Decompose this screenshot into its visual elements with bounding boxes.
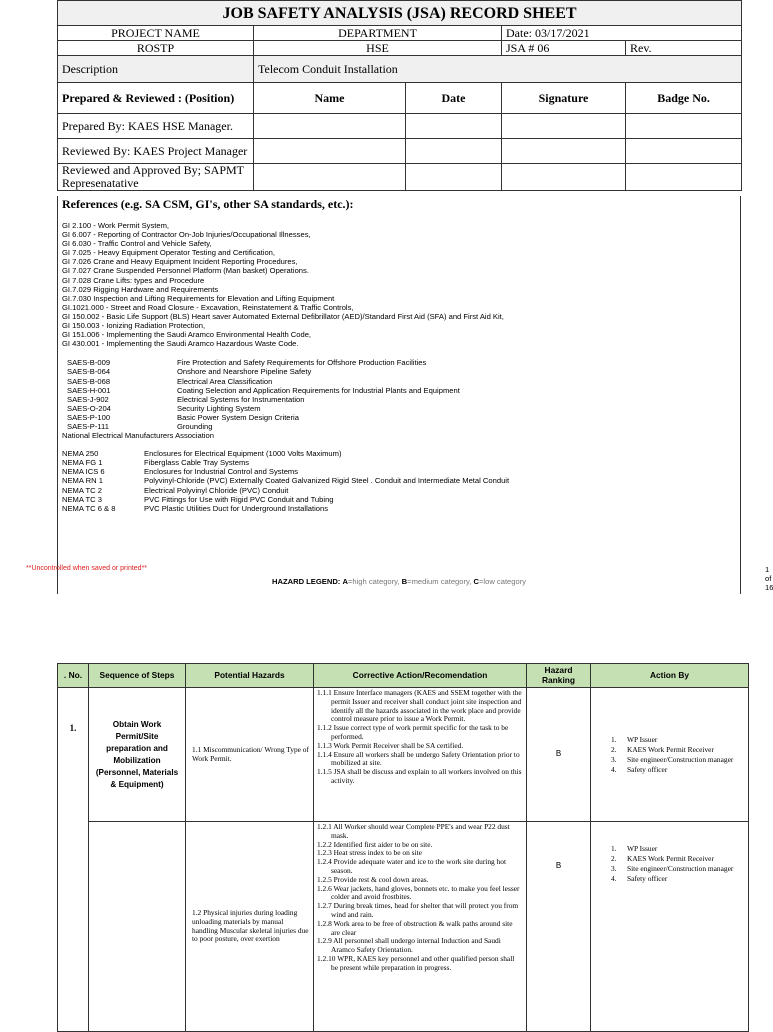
saes-reference bbox=[62, 404, 736, 413]
gi-reference: GI.1021.000 - Street and Road Closure - Excavation, Reinstatement & Traffic Controls, bbox=[62, 302, 354, 312]
action-by-text: WP Issuer bbox=[627, 734, 658, 744]
col-badge: Badge No. bbox=[626, 83, 742, 114]
nema-reference bbox=[62, 495, 736, 504]
nema-description: Enclosures for Industrial Control and Systems bbox=[144, 467, 299, 477]
col-ranking: Hazard Ranking bbox=[527, 664, 591, 688]
saes-description: Electrical Systems for Instrumentation bbox=[177, 394, 305, 404]
document-title: JOB SAFETY ANALYSIS (JSA) RECORD SHEET bbox=[58, 1, 742, 26]
saes-description: Coating Selection and Application Requirements for Industrial Plants and Equipment bbox=[177, 385, 460, 395]
date-field: Date: 03/17/2021 bbox=[502, 26, 742, 41]
saes-reference bbox=[62, 377, 736, 386]
saes-reference bbox=[62, 367, 736, 376]
col-name: Name bbox=[254, 83, 406, 114]
saes-code: SAES-P-100 bbox=[67, 412, 111, 422]
list-number: 4. bbox=[611, 874, 617, 883]
nema-description: Enclosures for Electrical Equipment (1000 Volts Maximum) bbox=[144, 449, 342, 459]
table-row bbox=[58, 822, 749, 1032]
corrective-action: 1.1.3 Work Permit Receiver shall be SA certified. bbox=[317, 740, 464, 750]
nema-reference bbox=[62, 504, 736, 513]
col-action-by: Action By bbox=[591, 664, 749, 688]
nema-description: Fiberglass Cable Tray Systems bbox=[144, 458, 250, 468]
saes-description: Electrical Area Classification bbox=[177, 376, 273, 386]
col-sequence: Sequence of Steps bbox=[89, 664, 186, 688]
col-corrective: Corrective Action/Recomendation bbox=[314, 664, 527, 688]
nema-reference bbox=[62, 476, 736, 485]
action-by-item bbox=[601, 755, 745, 765]
saes-code: SAES-O-204 bbox=[67, 403, 111, 413]
action-by-text: Safety officer bbox=[627, 874, 668, 883]
action-by-text: Safety officer bbox=[627, 764, 668, 774]
gi-reference: GI 7.025 - Heavy Equipment Operator Testing and Certification, bbox=[62, 248, 276, 258]
jsa-number: JSA # 06 bbox=[502, 41, 626, 56]
saes-list bbox=[62, 358, 736, 431]
nema-reference bbox=[62, 449, 736, 458]
action-by-text: Site engineer/Construction manager bbox=[627, 864, 734, 873]
col-signature: Signature bbox=[502, 83, 626, 114]
gi-reference: GI 7.026 Crane and Heavy Equipment Incident Reporting Procedures, bbox=[62, 257, 298, 267]
ranking-1-2: B bbox=[527, 822, 591, 1032]
corrective-action: 1.2.8 Work area to be free of obstruction & walk paths around site are clear bbox=[317, 918, 513, 937]
corrective-action: 1.2.7 During break times, head for shelter that will protect you from wind and rain. bbox=[317, 901, 519, 919]
action-by-item bbox=[601, 844, 745, 854]
gi-reference: GI 6.007 - Reporting of Contractor On-Job Injuries/Occupational Illnesses, bbox=[62, 230, 311, 240]
saes-code: SAES-B-068 bbox=[67, 376, 111, 386]
nema-code: NEMA 250 bbox=[62, 449, 99, 459]
saes-description: Grounding bbox=[177, 421, 213, 431]
gi-reference: GI 430.001 - Implementing the Saudi Aramco Hazardous Waste Code. bbox=[62, 339, 299, 349]
list-number: 3. bbox=[611, 864, 617, 873]
col-hazards: Potential Hazards bbox=[186, 664, 314, 688]
nema-description: Electrical Polyvinyl Chloride (PVC) Conduit bbox=[144, 485, 289, 495]
hazard-1-2: 1.2 Physical injuries during loading unloading materials by manual handling Muscular skeletal injuries due to poor posture, over exertion bbox=[186, 822, 314, 1032]
corrective-action: 1.2.2 Identified first aider to be on site. bbox=[317, 839, 433, 849]
action-by-item bbox=[601, 735, 745, 745]
nema-code: NEMA TC 2 bbox=[62, 485, 102, 495]
row-number: 1. bbox=[58, 688, 89, 1032]
gi-list bbox=[62, 221, 736, 348]
nema-title: National Electrical Manufacturers Association bbox=[62, 431, 214, 441]
saes-reference bbox=[62, 395, 736, 404]
nema-code: NEMA RN 1 bbox=[62, 476, 103, 486]
page-number: 1 of 16 bbox=[765, 565, 773, 592]
action-by-item bbox=[601, 854, 745, 864]
action-by-text: WP Issuer bbox=[627, 844, 658, 853]
gi-reference: GI 7.028 Crane Lifts: types and Procedure bbox=[62, 275, 205, 285]
action-by-text: KAES Work Permit Receiver bbox=[627, 854, 714, 863]
approved-by: Reviewed and Approved By; SAPMT Represenatative bbox=[58, 164, 254, 191]
gi-reference: GI 150.003 - Ionizing Radiation Protection, bbox=[62, 321, 206, 331]
list-number: 1. bbox=[611, 844, 617, 853]
gi-reference: GI 7.027 Crane Suspended Personnel Platform (Man basket) Operations. bbox=[62, 266, 309, 276]
col-no: . No. bbox=[58, 664, 89, 688]
description-label: Description bbox=[58, 56, 254, 83]
references-section bbox=[57, 196, 741, 594]
hazard-legend: HAZARD LEGEND: A=high category, B=medium category, C=low category bbox=[272, 577, 527, 586]
corrective-action: 1.2.4 Provide adequate water and ice to the work site during hot season. bbox=[317, 857, 507, 875]
hazard-1-1: 1.1 Miscommunication/ Wrong Type of Work Permit. bbox=[186, 688, 314, 822]
corrective-action: 1.1.4 Ensure all workers shall be undergo Safety Orientation prior to mobilized at site. bbox=[317, 749, 520, 768]
saes-reference bbox=[62, 422, 736, 431]
nema-description: Polyvinyl-Chloride (PVC) Externally Coated Galvanized Rigid Steel . Conduit and Intermediate Metal Conduit bbox=[144, 476, 510, 486]
action-by-text: KAES Work Permit Receiver bbox=[627, 744, 714, 754]
corrective-action: 1.1.5 JSA shall be discuss and explain to all workers involved on this activity. bbox=[317, 767, 522, 785]
corrective-action: 1.2.5 Provide rest & cool down areas. bbox=[317, 874, 429, 884]
department-label: DEPARTMENT bbox=[254, 26, 502, 41]
references-heading: References (e.g. SA CSM, GI's, other SA standards, etc.): bbox=[62, 197, 354, 211]
department-value: HSE bbox=[254, 41, 502, 56]
corrective-action: 1.2.9 All personnel shall undergo internal Induction and Saudi Aramco Safety Orientation. bbox=[317, 936, 501, 955]
list-number: 3. bbox=[611, 754, 617, 764]
reviewed-by: Reviewed By: KAES Project Manager bbox=[58, 139, 254, 164]
list-number: 2. bbox=[611, 854, 617, 863]
action-by-text: Site engineer/Construction manager bbox=[627, 754, 734, 764]
prepared-reviewed-label: Prepared & Reviewed : (Position) bbox=[58, 83, 254, 114]
gi-reference: GI 6.030 - Traffic Control and Vehicle Safety, bbox=[62, 239, 212, 249]
description-value: Telecom Conduit Installation bbox=[254, 56, 742, 83]
action-by-1-1 bbox=[591, 688, 749, 822]
saes-reference bbox=[62, 386, 736, 395]
gi-reference: GI 2.100 - Work Permit System, bbox=[62, 221, 170, 230]
saes-reference bbox=[62, 413, 736, 422]
saes-code: SAES-P-111 bbox=[67, 421, 109, 431]
saes-code: SAES-J-902 bbox=[67, 394, 109, 404]
saes-code: SAES-B-064 bbox=[67, 367, 111, 377]
sequence-step: Obtain Work Permit/Site preparation and Mobilization (Personnel, Materials & Equipment) bbox=[89, 688, 186, 822]
corrective-action: 1.2.3 Heat stress index to be on site bbox=[317, 848, 422, 858]
hazard-table bbox=[57, 663, 749, 1032]
jsa-page-2 bbox=[57, 663, 748, 1024]
corrective-action: 1.1.1 Ensure Interface managers (KAES and SSEM together with the permit Issuer and receiver shall conduct joint site inspection and identify all the hazards associated in the work place and provide control measure prior to issue a Work Permit. bbox=[317, 688, 522, 724]
corrective-action: 1.2.10 WPR, KAES key personnel and other qualified person shall be present while preparation in progress. bbox=[317, 953, 515, 972]
nema-description: PVC Plastic Utilities Duct for Underground Installations bbox=[144, 503, 329, 513]
actions-1-1 bbox=[314, 688, 527, 822]
saes-code: SAES-B-009 bbox=[67, 358, 111, 368]
table-row bbox=[58, 688, 749, 822]
action-by-item bbox=[601, 765, 745, 775]
corrective-action: 1.2.1 All Worker should wear Complete PPE's and wear P22 dust mask. bbox=[317, 822, 510, 840]
nema-reference bbox=[62, 458, 736, 467]
saes-reference bbox=[62, 358, 736, 367]
jsa-page-1 bbox=[57, 0, 773, 594]
nema-code: NEMA ICS 6 bbox=[62, 467, 105, 477]
action-by-item bbox=[601, 874, 745, 884]
gi-reference: GI 150.002 - Basic Life Support (BLS) Heart saver Automated External Defibrillator (AED)/Standard First Aid (SFA) and First Aid Kit, bbox=[62, 311, 504, 321]
action-by-item bbox=[601, 864, 745, 874]
nema-reference bbox=[62, 486, 736, 495]
project-value: ROSTP bbox=[58, 41, 254, 56]
uncontrolled-notice: **Uncontrolled when saved or printed** bbox=[26, 565, 148, 572]
list-number: 1. bbox=[611, 734, 617, 744]
nema-code: NEMA TC 3 bbox=[62, 494, 102, 504]
gi-reference: GI.7.029 Rigging Hardware and Requirements bbox=[62, 284, 219, 294]
list-number: 4. bbox=[611, 764, 617, 774]
saes-description: Onshore and Nearshore Pipeline Safety bbox=[177, 367, 312, 377]
saes-description: Security Lighting System bbox=[177, 403, 261, 413]
action-by-1-2 bbox=[591, 822, 749, 1032]
nema-description: PVC Fittings for Use with Rigid PVC Conduit and Tubing bbox=[144, 494, 334, 504]
gi-reference: GI 151.006 - Implementing the Saudi Aramco Environmental Health Code, bbox=[62, 330, 312, 340]
col-date: Date bbox=[406, 83, 502, 114]
action-by-item bbox=[601, 745, 745, 755]
gi-reference: GI.7.030 Inspection and Lifting Requirements for Elevation and Lifting Equipment bbox=[62, 293, 335, 303]
corrective-action: 1.2.6 Wear jackets, hand gloves, bonnets etc. to make you feel lesser colder and avoid frostbites. bbox=[317, 883, 520, 902]
revision-field: Rev. bbox=[626, 41, 742, 56]
corrective-action: 1.1.2 Issue correct type of work permit specific for the task to be performed. bbox=[317, 723, 509, 741]
prepared-by: Prepared By: KAES HSE Manager. bbox=[58, 114, 254, 139]
saes-description: Fire Protection and Safety Requirements for Offshore Production Facilities bbox=[177, 358, 427, 368]
project-label: PROJECT NAME bbox=[58, 26, 254, 41]
actions-1-2 bbox=[314, 822, 527, 1032]
nema-code: NEMA TC 6 & 8 bbox=[62, 503, 116, 513]
saes-code: SAES-H-001 bbox=[67, 385, 111, 395]
nema-list bbox=[62, 449, 736, 513]
list-number: 2. bbox=[611, 744, 617, 754]
saes-description: Basic Power System Design Criteria bbox=[177, 412, 299, 422]
jsa-header-table bbox=[57, 0, 742, 191]
nema-code: NEMA FG 1 bbox=[62, 458, 103, 468]
ranking-1-1: B bbox=[527, 688, 591, 822]
nema-reference bbox=[62, 467, 736, 476]
